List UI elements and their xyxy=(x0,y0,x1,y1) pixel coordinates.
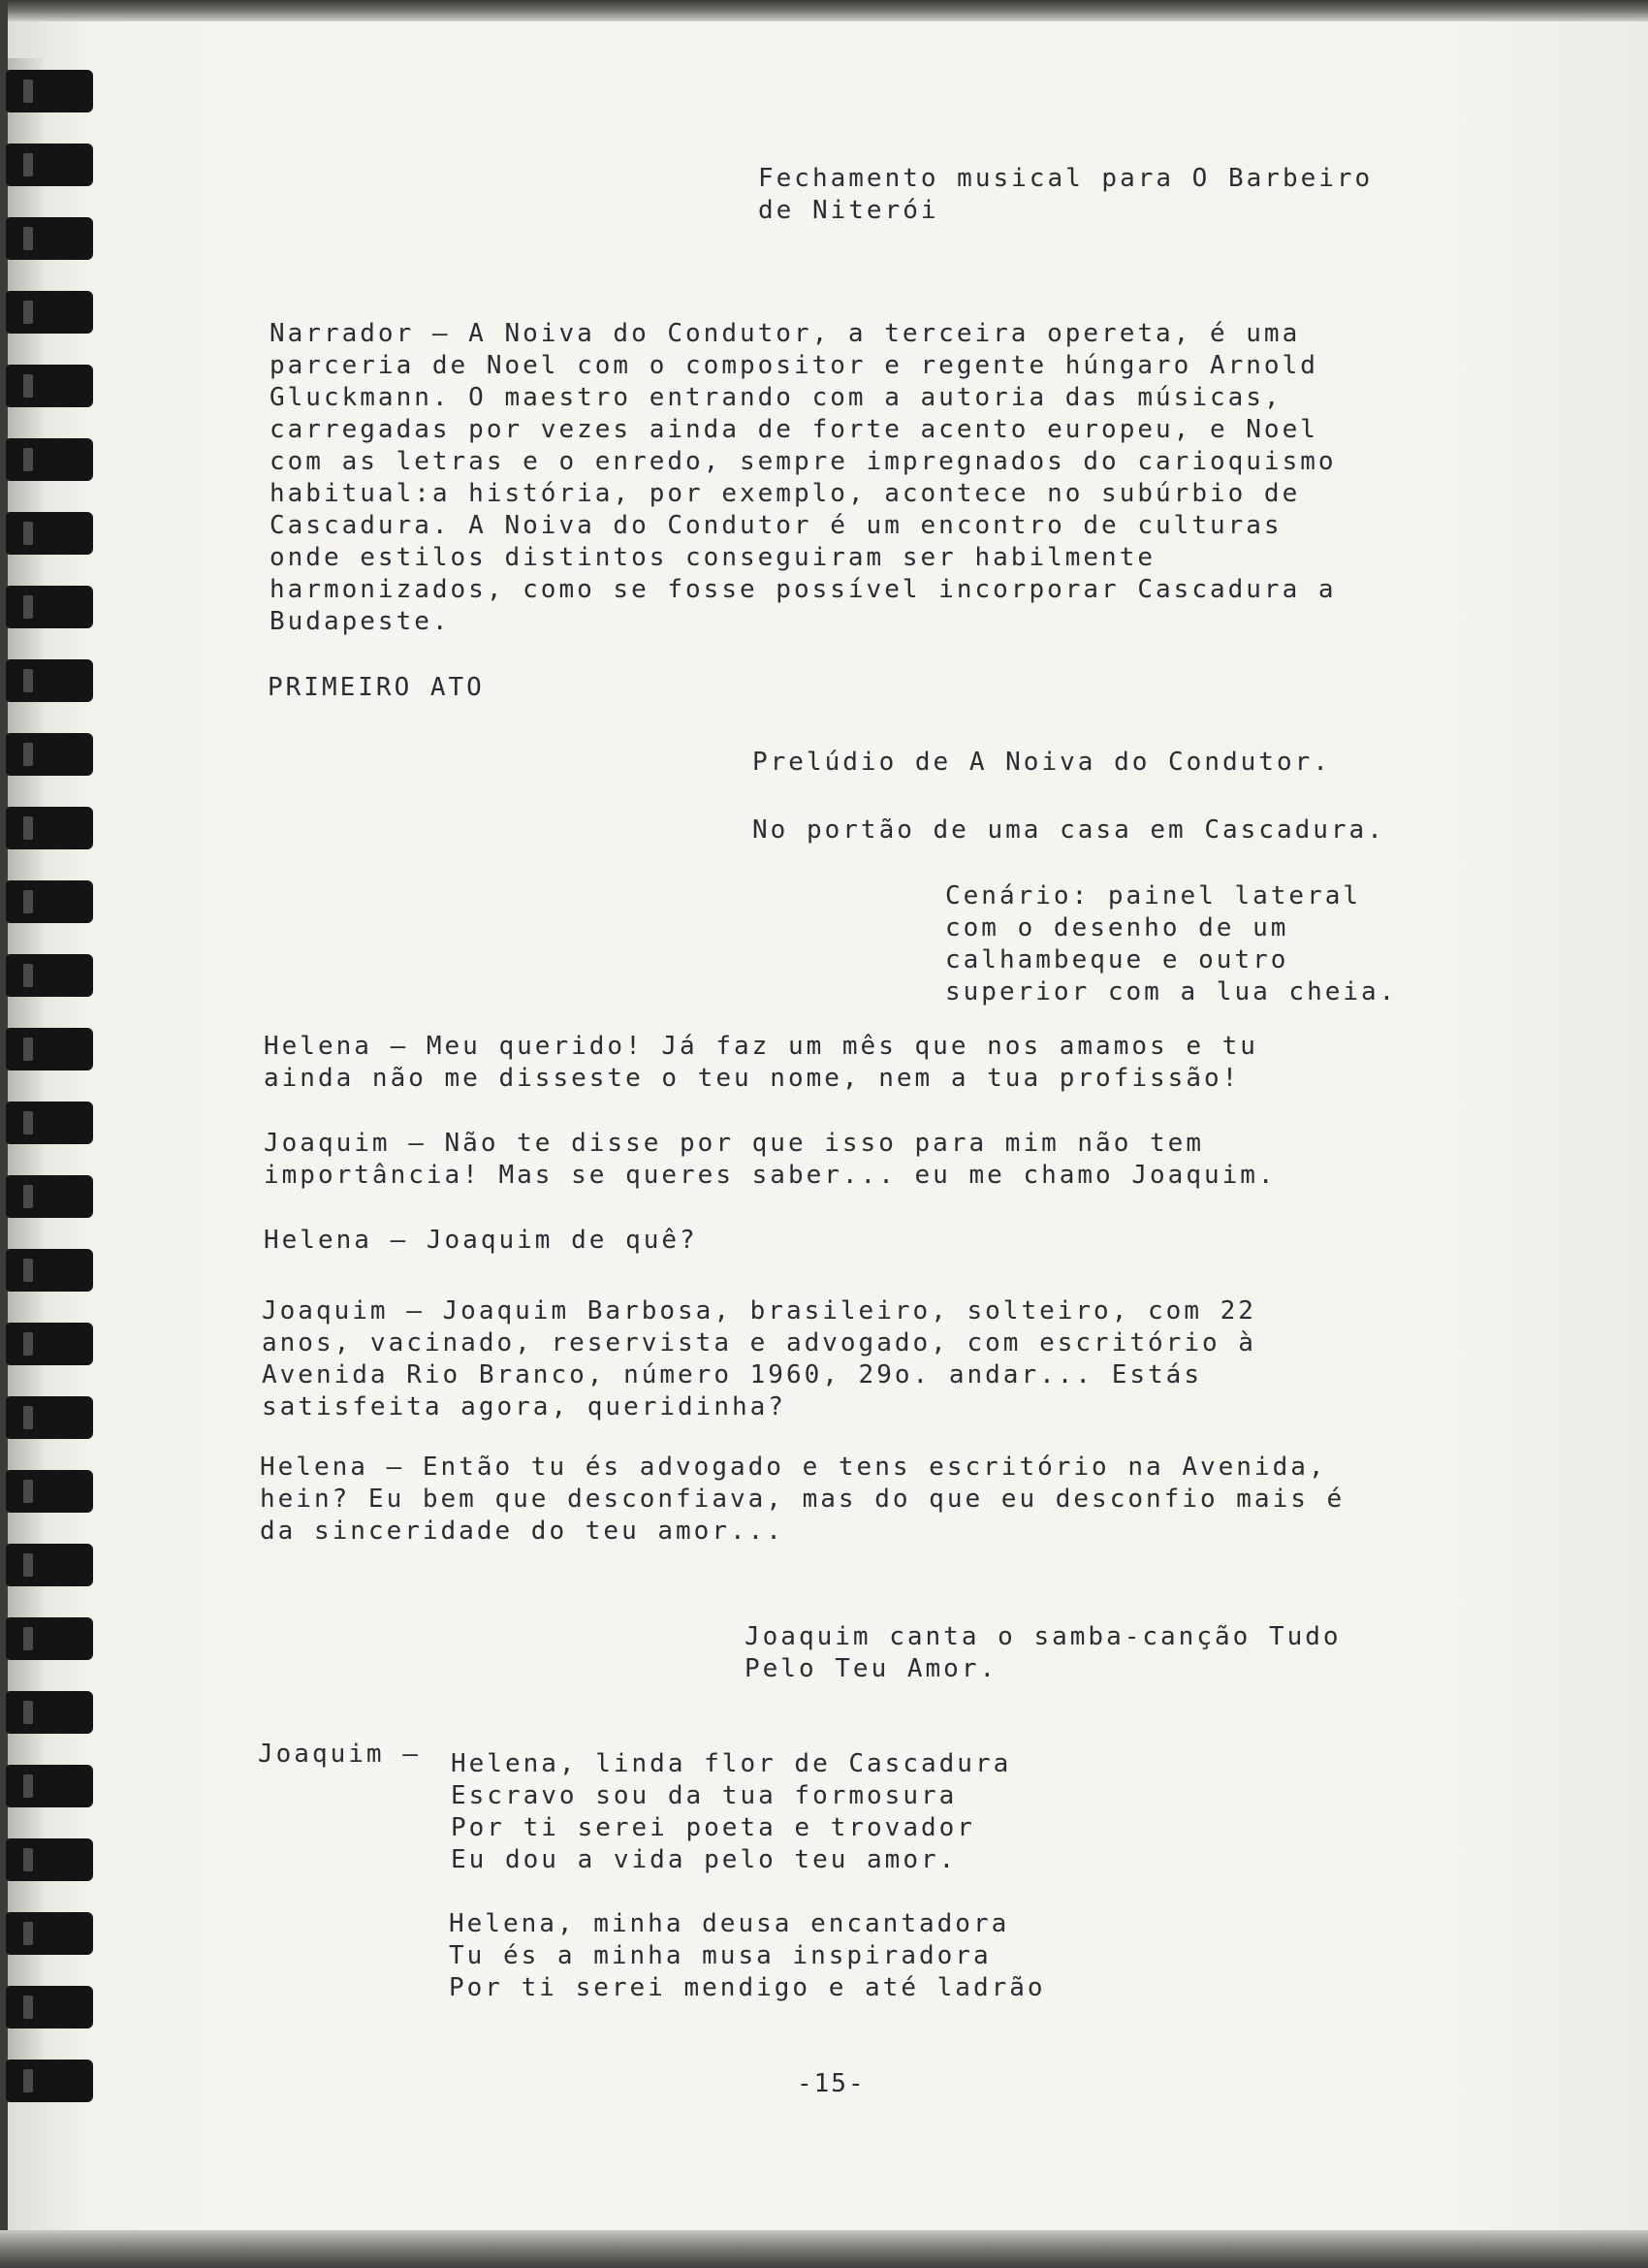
binding-ring xyxy=(6,217,93,260)
binding-ring xyxy=(6,1102,93,1144)
dialogue-line: Helena – Joaquim de quê? xyxy=(264,1226,698,1255)
section-heading: Fechamento musical para O Barbeiro de Niterói xyxy=(758,164,1374,225)
dialogue-line: Helena – Então tu és advogado e tens escritório na Avenida, hein? Eu bem que desconfiava, mas do que eu desconfio mais é da sinceridade do teu amor... xyxy=(260,1453,1346,1546)
page-bottom-shadow xyxy=(0,2230,1648,2268)
act-title: PRIMEIRO ATO xyxy=(268,673,485,702)
binding-ring xyxy=(6,1691,93,1734)
binding-ring xyxy=(6,70,93,112)
binding-ring xyxy=(6,438,93,481)
binding-ring xyxy=(6,807,93,849)
binding-ring xyxy=(6,1617,93,1660)
binding-ring xyxy=(6,1765,93,1807)
binding-ring xyxy=(6,1544,93,1586)
binding-ring xyxy=(6,1986,93,2028)
binding-ring xyxy=(6,880,93,923)
binding-ring xyxy=(6,1396,93,1439)
stage-direction-scenery: Cenário: painel lateral com o desenho de um calhambeque e outro superior com a lua cheia. xyxy=(945,881,1398,1006)
binding-ring xyxy=(6,1175,93,1218)
dialogue-line: Joaquim – Não te disse por que isso para mim não tem importância! Mas se queres saber... eu me chamo Joaquim. xyxy=(264,1129,1277,1190)
dialogue-line: Helena – Meu querido! Já faz um mês que nos amamos e tu ainda não me disseste o teu nome, nem a tua profissão! xyxy=(264,1032,1258,1093)
stage-direction-song: Joaquim canta o samba-canção Tudo Pelo Teu Amor. xyxy=(745,1622,1342,1683)
binding-ring xyxy=(6,1323,93,1365)
binding-ring xyxy=(6,659,93,702)
song-speaker: Joaquim – xyxy=(258,1740,421,1769)
binding-ring xyxy=(6,365,93,407)
binding-ring xyxy=(6,1912,93,1955)
binding-ring xyxy=(6,144,93,186)
binding-ring xyxy=(6,2060,93,2102)
binding-ring xyxy=(6,1028,93,1070)
song-verse: Helena, minha deusa encantadora Tu és a minha musa inspiradora Por ti serei mendigo e até ladrão xyxy=(449,1909,1046,2002)
page-top-shadow xyxy=(0,0,1648,21)
binding-ring xyxy=(6,1249,93,1292)
page-number: -15- xyxy=(797,2069,866,2098)
stage-direction-location: No portão de uma casa em Cascadura. xyxy=(752,815,1385,845)
binding-ring xyxy=(6,733,93,776)
narrator-paragraph: Narrador – A Noiva do Condutor, a terceira opereta, é uma parceria de Noel com o compositor e regente húngaro Arnold Gluckmann. O maestro entrando com a autoria das músicas, carregadas por vezes ainda de forte acento europeu, e Noel com as letras e o enredo, sempre impregnados do carioquismo habitual:a história, por exemplo, acontece no subúrbio de Cascadura. A Noiva do Condutor é um encontro de culturas onde estilos distintos conseguiram ser habilmente harmonizados, como se fosse possível incorporar Cascadura a Budapeste. xyxy=(269,319,1337,636)
binding-ring xyxy=(6,954,93,997)
binding-ring xyxy=(6,1470,93,1513)
song-verse: Helena, linda flor de Cascadura Escravo sou da tua formosura Por ti serei poeta e trovador Eu dou a vida pelo teu amor. xyxy=(451,1749,1012,1874)
stage-direction-prelude: Prelúdio de A Noiva do Condutor. xyxy=(752,748,1331,777)
binding-ring xyxy=(6,586,93,628)
spiral-binding xyxy=(0,0,107,2268)
binding-ring xyxy=(6,1838,93,1881)
dialogue-line: Joaquim – Joaquim Barbosa, brasileiro, solteiro, com 22 anos, vacinado, reservista e advogado, com escritório à Avenida Rio Branco, número 1960, 29o. andar... Estás satisfeita agora, queridinha? xyxy=(262,1296,1256,1421)
binding-ring xyxy=(6,291,93,334)
binding-ring xyxy=(6,512,93,555)
